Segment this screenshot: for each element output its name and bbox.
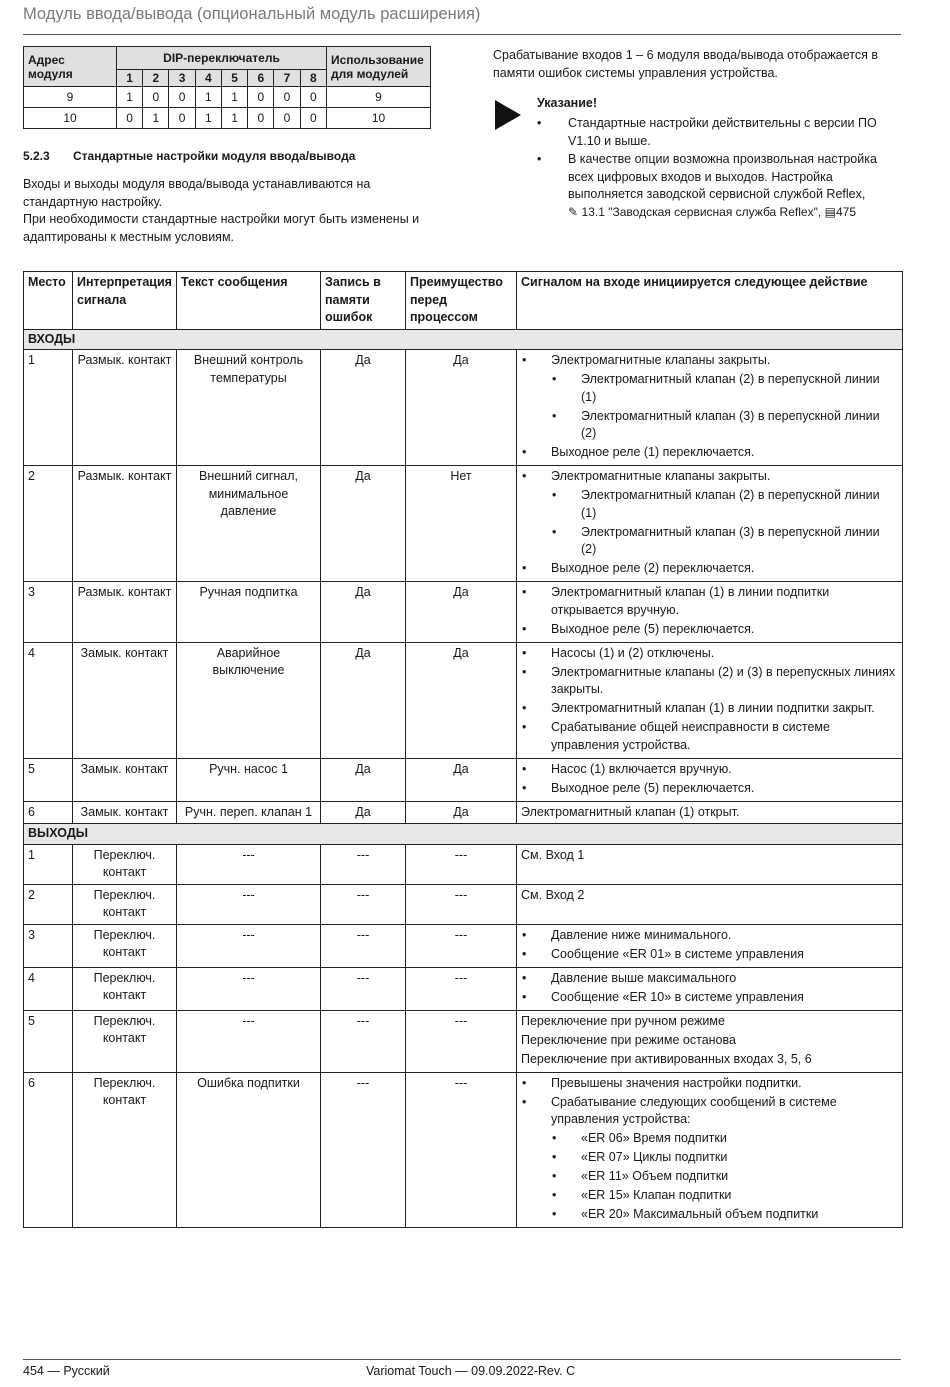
cell-place: 5 xyxy=(24,758,73,801)
cell-priority: --- xyxy=(406,1072,517,1228)
cell-place: 1 xyxy=(24,844,73,884)
list-item: • Выходное реле (2) переключается. xyxy=(521,560,898,578)
cell-action xyxy=(517,967,903,1010)
dip-value: 1 xyxy=(195,108,221,129)
cell-priority: --- xyxy=(406,924,517,967)
dip-value: 1 xyxy=(117,87,143,108)
intro-paragraph: Входы и выходы модуля ввода/вывода устанавливаются на стандартную настройку. xyxy=(23,177,371,209)
dip-address: 10 xyxy=(24,108,117,129)
cell-message: --- xyxy=(177,1010,321,1072)
dip-value: 1 xyxy=(195,87,221,108)
cell-interpretation: Переключ. контакт xyxy=(73,1010,177,1072)
cell-memory: Да xyxy=(321,466,406,582)
cell-message: Ручная подпитка xyxy=(177,582,321,643)
list-item: • «ER 15» Клапан подпитки xyxy=(551,1187,898,1205)
dip-switch-number: 2 xyxy=(143,70,169,87)
col-memory: Запись в памяти ошибок xyxy=(321,272,406,330)
list-item: • Превышены значения настройки подпитки. xyxy=(521,1075,898,1093)
cell-place: 2 xyxy=(24,466,73,582)
table-row xyxy=(24,844,903,884)
dip-switch-number: 6 xyxy=(248,70,274,87)
cell-place: 4 xyxy=(24,967,73,1010)
section-heading xyxy=(23,149,355,163)
col-place: Место xyxy=(24,272,73,330)
dip-switch-number: 7 xyxy=(274,70,300,87)
cell-action xyxy=(517,582,903,643)
cell-memory: --- xyxy=(321,1072,406,1228)
list-item xyxy=(537,151,897,221)
cell-action xyxy=(517,1072,903,1228)
cell-place: 6 xyxy=(24,1072,73,1228)
dip-value: 0 xyxy=(300,87,326,108)
table-row xyxy=(24,801,903,824)
cell-interpretation: Переключ. контакт xyxy=(73,967,177,1010)
cell-place: 3 xyxy=(24,582,73,643)
note-text: В качестве опции возможна произвольная настройка всех цифровых входов и выходов. Настройка выполняется заводской сервисной службой Reflex, xyxy=(568,152,877,201)
group-outputs: ВЫХОДЫ xyxy=(24,824,903,845)
cell-interpretation: Замык. контакт xyxy=(73,642,177,758)
cell-action xyxy=(517,466,903,582)
list-item: • Давление выше максимального xyxy=(521,970,898,988)
dip-value: 1 xyxy=(143,108,169,129)
footer-divider xyxy=(23,1359,901,1360)
note-list xyxy=(537,115,897,222)
dip-value: 0 xyxy=(274,108,300,129)
footer-page-info xyxy=(23,1364,110,1378)
cell-interpretation: Переключ. контакт xyxy=(73,924,177,967)
page-icon: ▤ xyxy=(824,204,836,219)
cell-priority: Да xyxy=(406,350,517,466)
cell-priority: --- xyxy=(406,884,517,924)
list-item: • Стандартные настройки действительны с версии ПО V1.10 и выше. xyxy=(537,115,897,150)
list-item: • Электромагнитные клапаны закрыты. • Электромагнитный клапан (2) в перепускной линии (1) • Электромагнитный клапан (3) в перепускной линии (2) xyxy=(521,352,898,443)
cell-message: --- xyxy=(177,844,321,884)
cell-memory: Да xyxy=(321,758,406,801)
action-line: Переключение при активированных входах 3, 5, 6 xyxy=(521,1051,812,1066)
cell-memory: Да xyxy=(321,582,406,643)
list-item: • Электромагнитные клапаны закрыты. • Электромагнитный клапан (2) в перепускной линии (1) • Электромагнитный клапан (3) в перепускной линии (2) xyxy=(521,468,898,559)
cell-priority: Да xyxy=(406,801,517,824)
cell-interpretation: Размык. контакт xyxy=(73,582,177,643)
page-header: Модуль ввода/вывода (опциональный модуль расширения) xyxy=(23,5,481,23)
cell-action xyxy=(517,642,903,758)
cell-priority: Да xyxy=(406,642,517,758)
list-item: • Давление ниже минимального. xyxy=(521,927,898,945)
list-item: • Электромагнитный клапан (2) в перепускной линии (1) xyxy=(551,487,898,522)
cell-memory: Да xyxy=(321,350,406,466)
cell-interpretation: Размык. контакт xyxy=(73,350,177,466)
table-row xyxy=(24,87,431,108)
cell-priority: --- xyxy=(406,967,517,1010)
list-item: • Электромагнитный клапан (1) в линии подпитки закрыт. xyxy=(521,700,898,718)
cell-action xyxy=(517,924,903,967)
page-reference-link[interactable]: 475 xyxy=(836,204,857,219)
cell-priority: Да xyxy=(406,758,517,801)
dip-switch-number: 4 xyxy=(195,70,221,87)
cell-memory: --- xyxy=(321,967,406,1010)
cell-place: 3 xyxy=(24,924,73,967)
dip-col-usage: Использование для модулей xyxy=(327,47,431,87)
list-item: • Электромагнитный клапан (3) в перепускной линии (2) xyxy=(551,408,898,443)
list-item: • Электромагнитный клапан (2) в перепускной линии (1) xyxy=(551,371,898,406)
cell-memory: Да xyxy=(321,642,406,758)
cell-place: 6 xyxy=(24,801,73,824)
dip-switch-number: 5 xyxy=(221,70,247,87)
header-divider xyxy=(23,34,901,35)
cell-memory: Да xyxy=(321,801,406,824)
cell-message: Ручн. насос 1 xyxy=(177,758,321,801)
cell-action xyxy=(517,1010,903,1072)
table-row xyxy=(24,884,903,924)
cell-interpretation: Замык. контакт xyxy=(73,801,177,824)
cell-message: Ручн. переп. клапан 1 xyxy=(177,801,321,824)
list-item: • Электромагнитные клапаны (2) и (3) в перепускных линиях закрыты. xyxy=(521,664,898,699)
io-settings-table xyxy=(23,271,903,1228)
dip-value: 0 xyxy=(300,108,326,129)
list-item: • Сообщение «ER 10» в системе управления xyxy=(521,989,898,1007)
cell-interpretation: Переключ. контакт xyxy=(73,884,177,924)
cell-action: См. Вход 2 xyxy=(517,884,903,924)
col-message: Текст сообщения xyxy=(177,272,321,330)
col-interpretation: Интерпретация сигнала xyxy=(73,272,177,330)
play-arrow-icon xyxy=(495,100,521,130)
list-item: • Насосы (1) и (2) отключены. xyxy=(521,645,898,663)
table-row xyxy=(24,466,903,582)
cell-action: Электромагнитный клапан (1) открыт. xyxy=(517,801,903,824)
footer-document: Variomat Touch — 09.09.2022-Rev. C xyxy=(366,1364,576,1378)
cell-place: 4 xyxy=(24,642,73,758)
list-item: • Электромагнитный клапан (3) в перепускной линии (2) xyxy=(551,524,898,559)
list-item: • Срабатывание следующих сообщений в системе управления устройства: • «ER 06» Время подпитки • «ER 07» Циклы подпитки • «ER 11» Объем подпитки • «ER 15» Клапан подпитки • «ER 20» Максимальный объем подпитки xyxy=(521,1094,898,1224)
cell-memory: --- xyxy=(321,844,406,884)
cell-interpretation: Переключ. контакт xyxy=(73,1072,177,1228)
list-item: • Выходное реле (1) переключается. xyxy=(521,444,898,462)
table-row xyxy=(24,924,903,967)
cell-priority: Да xyxy=(406,582,517,643)
dip-value: 0 xyxy=(143,87,169,108)
cell-message: Аварийное выключение xyxy=(177,642,321,758)
dip-value: 0 xyxy=(248,108,274,129)
dip-value: 0 xyxy=(169,87,195,108)
dip-col-address: Адрес модуля xyxy=(24,47,117,87)
dip-value: 0 xyxy=(274,87,300,108)
cell-place: 5 xyxy=(24,1010,73,1072)
table-row xyxy=(24,108,431,129)
dip-value: 0 xyxy=(169,108,195,129)
cell-message: Внешний сигнал, минимальное давление xyxy=(177,466,321,582)
dip-value: 0 xyxy=(248,87,274,108)
list-item: • Насос (1) включается вручную. xyxy=(521,761,898,779)
table-row xyxy=(24,350,903,466)
cell-action: См. Вход 1 xyxy=(517,844,903,884)
cell-action xyxy=(517,350,903,466)
list-item: • Срабатывание общей неисправности в системе управления устройства. xyxy=(521,719,898,754)
dip-value: 1 xyxy=(221,87,247,108)
cell-memory: --- xyxy=(321,924,406,967)
dip-switch-number: 3 xyxy=(169,70,195,87)
dip-usage: 9 xyxy=(327,87,431,108)
footer-dash: — xyxy=(47,1364,60,1378)
section-intro xyxy=(23,176,433,246)
pencil-icon: ✎ xyxy=(568,204,579,219)
cell-place: 2 xyxy=(24,884,73,924)
cell-priority: --- xyxy=(406,1010,517,1072)
table-row xyxy=(24,642,903,758)
action-line: Переключение при ручном режиме xyxy=(521,1013,725,1028)
col-action: Сигналом на входе инициируется следующее действие xyxy=(517,272,903,330)
dip-switch-number: 1 xyxy=(117,70,143,87)
dip-address: 9 xyxy=(24,87,117,108)
list-item: • «ER 20» Максимальный объем подпитки xyxy=(551,1206,898,1224)
cross-reference-link[interactable]: 13.1 "Заводская сервисная служба Reflex", xyxy=(581,204,822,219)
list-item: • Выходное реле (5) переключается. xyxy=(521,780,898,798)
cell-interpretation: Размык. контакт xyxy=(73,466,177,582)
cell-place: 1 xyxy=(24,350,73,466)
cell-message: Ошибка подпитки xyxy=(177,1072,321,1228)
dip-switch-number: 8 xyxy=(300,70,326,87)
dip-usage: 10 xyxy=(327,108,431,129)
cell-interpretation: Замык. контакт xyxy=(73,758,177,801)
note-title: Указание! xyxy=(537,96,598,110)
cell-action xyxy=(517,758,903,801)
intro-paragraph: При необходимости стандартные настройки могут быть изменены и адаптированы к местным условиям. xyxy=(23,212,420,244)
list-item: • «ER 11» Объем подпитки xyxy=(551,1168,898,1186)
cell-message: --- xyxy=(177,884,321,924)
cell-interpretation: Переключ. контакт xyxy=(73,844,177,884)
list-item: • «ER 07» Циклы подпитки xyxy=(551,1149,898,1167)
table-row xyxy=(24,758,903,801)
cell-memory: --- xyxy=(321,884,406,924)
cell-message: Внешний контроль температуры xyxy=(177,350,321,466)
cell-message: --- xyxy=(177,967,321,1010)
dip-value: 0 xyxy=(117,108,143,129)
section-number: 5.2.3 xyxy=(23,149,50,163)
section-title: Стандартные настройки модуля ввода/вывода xyxy=(73,149,356,163)
list-item: • Выходное реле (5) переключается. xyxy=(521,621,898,639)
list-item: • Сообщение «ER 01» в системе управления xyxy=(521,946,898,964)
cell-memory: --- xyxy=(321,1010,406,1072)
col-priority: Преимущество перед процессом xyxy=(406,272,517,330)
inputs-memory-note: Срабатывание входов 1 – 6 модуля ввода/вывода отображается в памяти ошибок системы управления устройства. xyxy=(493,48,878,80)
cell-priority: --- xyxy=(406,844,517,884)
footer-language: Русский xyxy=(63,1364,110,1378)
table-row xyxy=(24,582,903,643)
table-row xyxy=(24,1072,903,1228)
group-inputs: ВХОДЫ xyxy=(24,329,903,350)
cell-priority: Нет xyxy=(406,466,517,582)
page-number: 454 xyxy=(23,1364,44,1378)
list-item: • Электромагнитный клапан (1) в линии подпитки открывается вручную. xyxy=(521,584,898,619)
action-line: Переключение при режиме останова xyxy=(521,1032,736,1047)
table-row xyxy=(24,1010,903,1072)
dip-value: 1 xyxy=(221,108,247,129)
list-item: • «ER 06» Время подпитки xyxy=(551,1130,898,1148)
cell-message: --- xyxy=(177,924,321,967)
dip-col-switch: DIP-переключатель xyxy=(117,47,327,70)
table-row xyxy=(24,967,903,1010)
dip-switch-table xyxy=(23,46,431,129)
